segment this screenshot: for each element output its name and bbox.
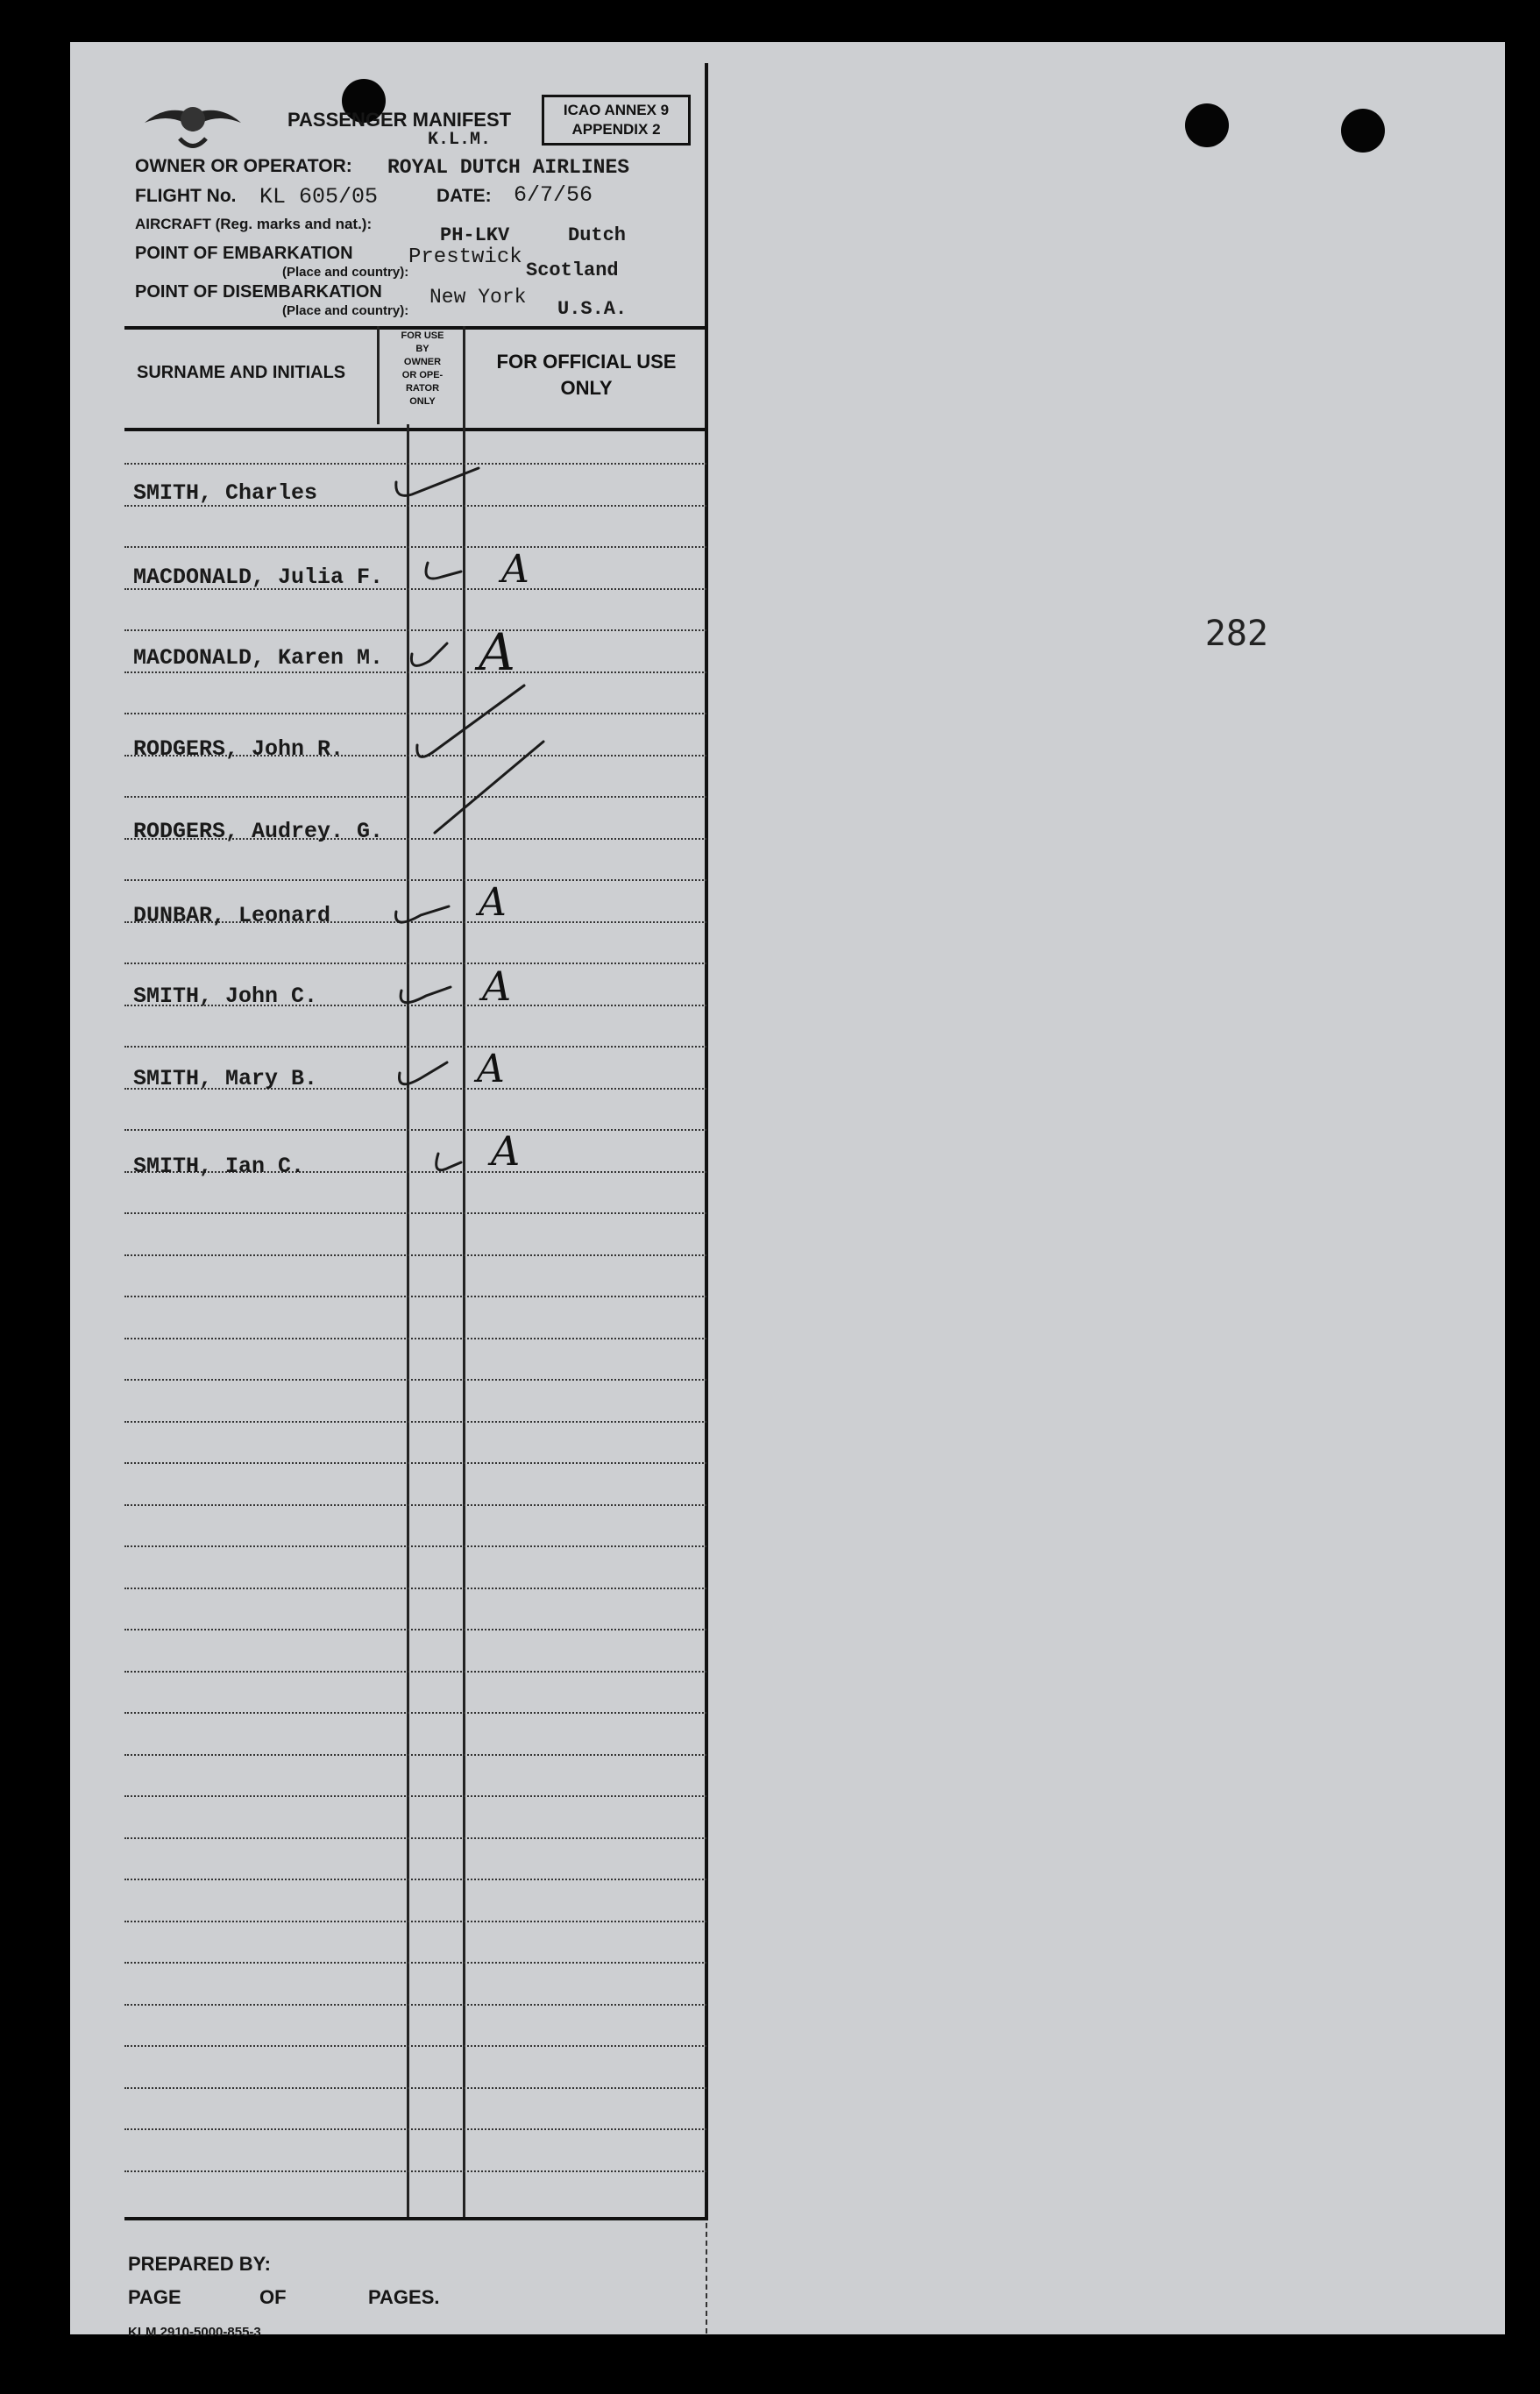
aircraft-nat: Dutch [568, 224, 627, 246]
check-mark-icon [400, 1062, 448, 1084]
operator-short: K.L.M. [428, 130, 492, 150]
row-line [124, 2128, 706, 2130]
official-mark: A [491, 1127, 521, 1175]
passenger-name: DUNBAR, Leonard [133, 903, 331, 928]
pages-label: PAGES. [368, 2286, 440, 2308]
row-line [124, 1462, 706, 1464]
owner-label: OWNER OR OPERATOR: [135, 156, 352, 176]
row-line [124, 1921, 706, 1922]
aircraft-reg: PH-LKV [440, 224, 510, 246]
passenger-name: SMITH, Charles [133, 480, 318, 506]
row-line [124, 2045, 706, 2047]
check-mark-icon [411, 643, 447, 665]
passenger-name: SMITH, Mary B. [133, 1066, 318, 1091]
page-stamp: 282 [1204, 614, 1268, 654]
flight-label: FLIGHT No. [135, 186, 237, 206]
column-rule [377, 326, 380, 424]
official-mark: A [501, 547, 529, 592]
check-mark-icon [396, 906, 449, 922]
punch-hole [1341, 109, 1385, 153]
row-line [124, 1712, 706, 1714]
row-line [124, 1504, 706, 1506]
row-line [124, 1545, 706, 1547]
handwritten-marks [386, 456, 561, 1227]
annex-box [542, 95, 691, 146]
passenger-name: RODGERS, John R. [133, 736, 344, 762]
punch-hole [1185, 103, 1229, 147]
check-mark-icon [396, 468, 479, 495]
row-line [124, 1629, 706, 1630]
row-line [124, 1795, 706, 1797]
disembark-place: New York [429, 286, 527, 309]
flight-value: KL 605/05 [259, 184, 379, 210]
aircraft-label: AIRCRAFT (Reg. marks and nat.): [135, 216, 373, 232]
passenger-name: SMITH, John C. [133, 984, 318, 1009]
list-bottom-rule [124, 2217, 708, 2220]
row-line [124, 2004, 706, 2006]
row-line [124, 1254, 706, 1256]
owner-use-line: BY [415, 344, 429, 354]
passenger-name: MACDONALD, Julia F. [133, 565, 384, 590]
passenger-name: SMITH, Ian C. [133, 1154, 305, 1179]
owner-use-column-header [382, 330, 463, 408]
disembark-label: POINT OF DISEMBARKATION [135, 282, 382, 302]
annex-line-2: APPENDIX 2 [571, 121, 661, 138]
embark-label: POINT OF EMBARKATION [135, 244, 353, 263]
row-line [124, 1338, 706, 1339]
row-line [124, 1588, 706, 1589]
check-mark-icon [436, 1154, 461, 1170]
official-use-line: ONLY [560, 377, 613, 399]
official-mark: A [479, 622, 515, 682]
date-label: DATE: [436, 186, 492, 206]
row-line [124, 1379, 706, 1381]
owner-value: ROYAL DUTCH AIRLINES [387, 156, 630, 179]
manifest-title: PASSENGER MANIFEST [287, 109, 512, 131]
surname-column-header: SURNAME AND INITIALS [137, 363, 346, 382]
owner-use-line: OWNER [403, 357, 442, 367]
column-rule [705, 63, 708, 2217]
page-label: PAGE [128, 2286, 181, 2308]
embark-sub: (Place and country): [282, 265, 409, 280]
annex-line-1: ICAO ANNEX 9 [563, 102, 670, 118]
row-line [124, 2087, 706, 2089]
row-line [124, 1421, 706, 1423]
row-line [124, 1754, 706, 1756]
official-mark: A [479, 880, 507, 925]
row-line [124, 1296, 706, 1297]
check-mark-icon [417, 686, 524, 757]
check-mark-icon [401, 987, 451, 1003]
disembark-sub: (Place and country): [282, 303, 409, 318]
owner-use-line: ONLY [409, 396, 436, 407]
disembark-country: U.S.A. [557, 298, 628, 320]
passenger-name: RODGERS, Audrey. G. [133, 819, 384, 844]
owner-use-line: FOR USE [401, 330, 444, 341]
check-mark-icon [426, 563, 461, 579]
prepared-by-label: PREPARED BY: [128, 2253, 271, 2275]
date-value: 6/7/56 [514, 182, 593, 208]
of-label: OF [259, 2286, 287, 2308]
official-use-column-header [473, 349, 699, 401]
embark-country: Scotland [526, 259, 619, 281]
klm-logo-icon [140, 88, 245, 158]
row-line [124, 1837, 706, 1839]
row-line [124, 1962, 706, 1964]
official-mark: A [482, 963, 512, 1010]
embark-place: Prestwick [408, 245, 522, 269]
row-line [124, 1671, 706, 1673]
row-line [124, 1879, 706, 1880]
official-use-line: FOR OFFICIAL USE [496, 351, 677, 373]
official-mark: A [477, 1047, 505, 1091]
passenger-name: MACDONALD, Karen M. [133, 645, 384, 671]
check-mark-icon [435, 742, 543, 833]
owner-use-line: RATOR [405, 383, 440, 394]
owner-use-line: OR OPE- [401, 370, 444, 380]
row-line [124, 2170, 706, 2172]
form-code: KLM 2910-5000-855-3 [128, 2325, 261, 2340]
